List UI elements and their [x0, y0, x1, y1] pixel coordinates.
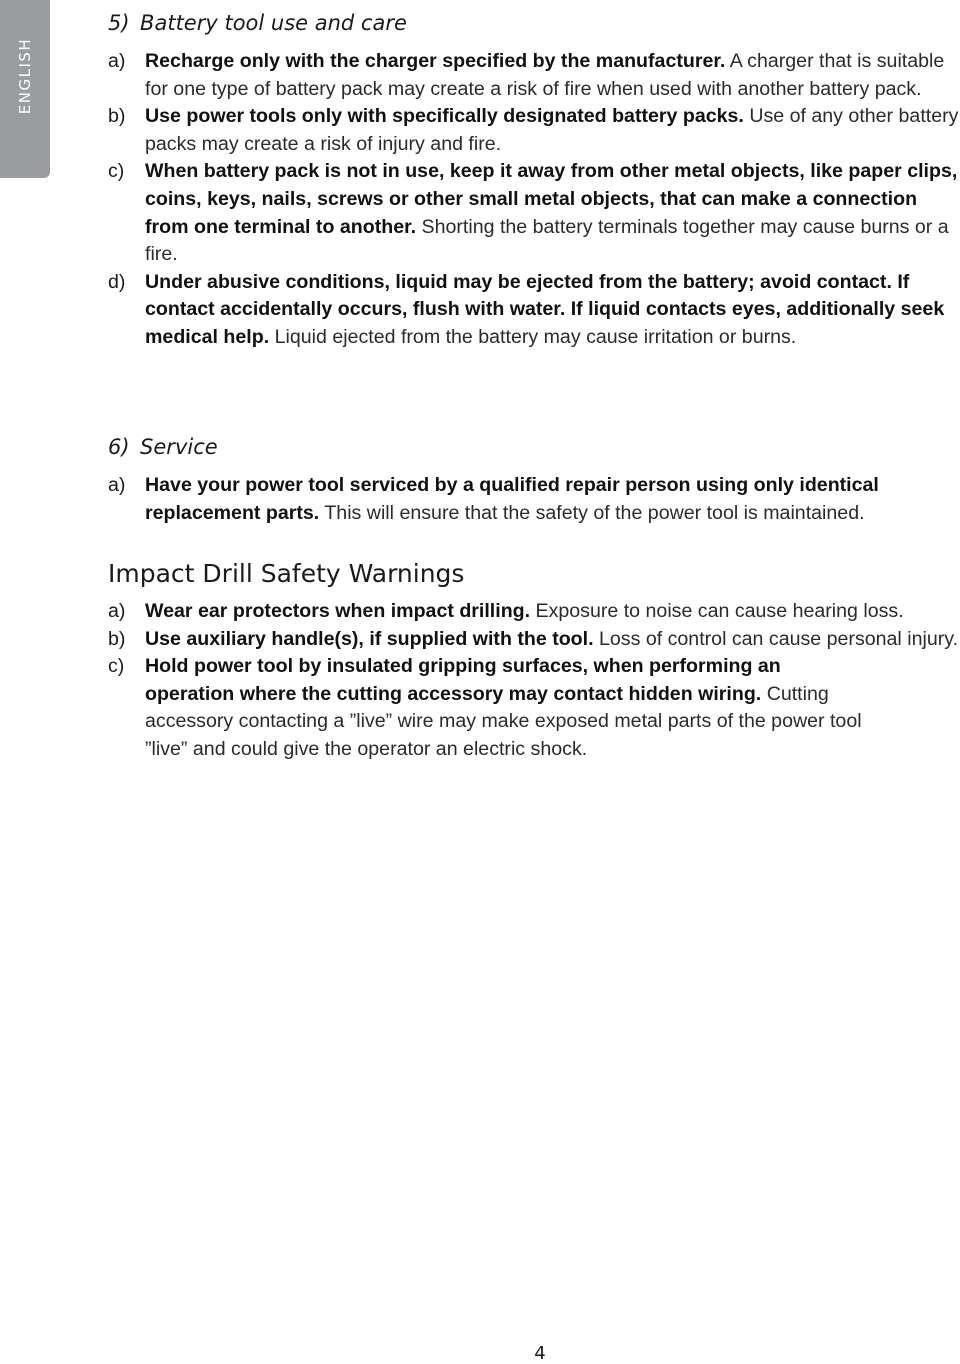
item-bold-text: Use auxiliary handle(s), if supplied with the tool.	[145, 627, 594, 650]
item-text: Shorting the battery terminals together may cause burns or a fire.	[145, 215, 949, 266]
section-heading-service: 6) Service	[108, 435, 218, 459]
item-bold-text: Have your power tool serviced by a qualified repair person using only identical replacement parts.	[145, 474, 879, 524]
item-marker: c)	[108, 655, 125, 678]
impact-drill-list	[108, 598, 960, 764]
item-text: Cutting accessory contacting a ”live” wire may make exposed metal parts of the power tool ”live” and could give the operator an electric shock.	[145, 682, 862, 760]
language-tab	[0, 0, 50, 178]
item-marker: b)	[108, 105, 126, 128]
item-marker: a)	[108, 50, 126, 72]
battery-list	[108, 48, 960, 352]
item-text: Liquid ejected from the battery may cause irritation or burns.	[269, 325, 797, 348]
list-item	[108, 158, 960, 268]
item-bold-text: Wear ear protectors when impact drilling.	[145, 600, 531, 622]
item-text: A charger that is suitable for one type of battery pack may create a risk of fire when used with another battery pack.	[145, 50, 945, 100]
item-text: Loss of control can cause personal injury.	[593, 627, 959, 650]
section-heading-impact-drill: Impact Drill Safety Warnings	[108, 559, 465, 588]
list-item	[108, 269, 960, 352]
page-number: 4	[534, 1343, 546, 1364]
language-tab-label: ENGLISH	[16, 37, 34, 115]
item-bold-text: Hold power tool by insulated gripping surfaces, when performing an operation where the cutting accessory may contact hidden wiring.	[145, 655, 781, 705]
item-bold-text: Under abusive conditions, liquid may be ejected from the battery; avoid contact. If contact accidentally occurs, flush with water. If liquid contacts eyes, additionally seek medical help.	[145, 270, 945, 348]
item-marker: a)	[108, 474, 126, 496]
list-item	[108, 48, 960, 103]
item-text: Exposure to noise can cause hearing loss.	[530, 600, 904, 622]
section-heading-battery: 5) Battery tool use and care	[108, 11, 407, 35]
list-item	[108, 103, 960, 158]
item-marker: c)	[108, 160, 125, 183]
list-item	[108, 653, 875, 763]
list-item	[108, 598, 960, 626]
item-text: Use of any other battery packs may create a risk of injury and fire.	[145, 105, 959, 155]
item-marker: d)	[108, 270, 126, 293]
item-marker: b)	[108, 627, 126, 650]
item-bold-text: Use power tools only with specifically designated battery packs.	[145, 105, 744, 128]
item-bold-text: When battery pack is not in use, keep it away from other metal objects, like paper clips, coins, keys, nails, screws or other small metal objects, that can make a connection from one terminal to another.	[145, 160, 958, 238]
list-item	[108, 472, 960, 527]
item-text: This will ensure that the safety of the power tool is maintained.	[319, 501, 865, 524]
item-marker: a)	[108, 600, 126, 622]
service-list	[108, 472, 960, 527]
item-bold-text: Recharge only with the charger specified by the manufacturer.	[145, 50, 726, 72]
list-item	[108, 626, 960, 654]
